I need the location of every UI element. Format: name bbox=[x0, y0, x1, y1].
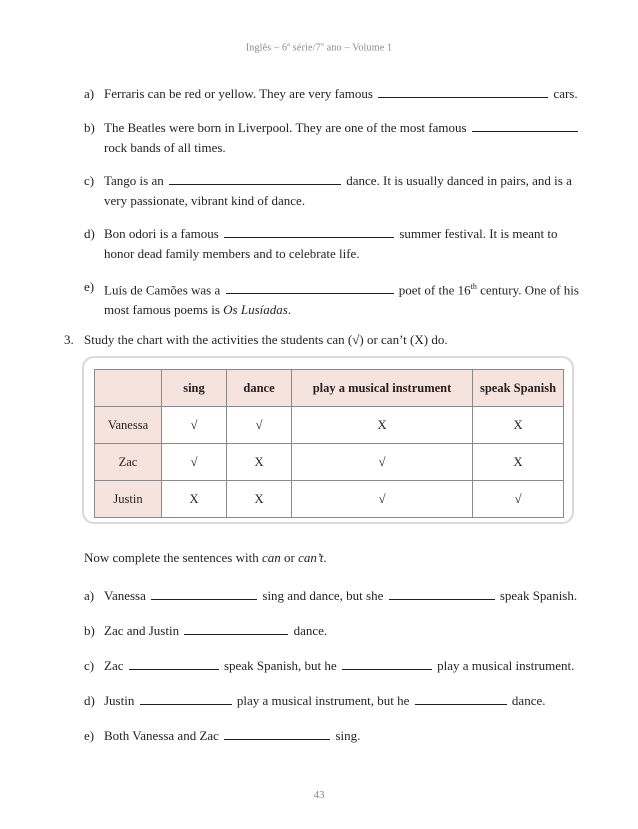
table-cell: √ bbox=[292, 444, 473, 481]
answer-blank[interactable] bbox=[224, 727, 330, 740]
answer-blank[interactable] bbox=[129, 657, 219, 670]
table-cell: √ bbox=[473, 481, 564, 518]
table-header-row bbox=[95, 370, 564, 407]
answer-blank[interactable] bbox=[140, 692, 232, 705]
answer-blank[interactable] bbox=[224, 225, 394, 238]
column-header: sing bbox=[162, 370, 227, 407]
answer-blank[interactable] bbox=[415, 692, 507, 705]
table-cell: √ bbox=[162, 407, 227, 444]
table-cell: √ bbox=[292, 481, 473, 518]
table-cell: X bbox=[227, 481, 292, 518]
table-cell: X bbox=[227, 444, 292, 481]
row-header: Justin bbox=[95, 481, 162, 518]
table-cell: √ bbox=[162, 444, 227, 481]
row-header: Zac bbox=[95, 444, 162, 481]
table-corner-cell bbox=[95, 370, 162, 407]
answer-blank[interactable] bbox=[151, 587, 257, 600]
column-header: dance bbox=[227, 370, 292, 407]
table-cell: X bbox=[473, 407, 564, 444]
page-number: 43 bbox=[313, 789, 325, 801]
table-cell: X bbox=[162, 481, 227, 518]
answer-blank[interactable] bbox=[169, 172, 341, 185]
page-header: Inglês – 6$^a$ série/7$^o$ ano – Volume 1 bbox=[245, 42, 393, 54]
table-row bbox=[95, 407, 564, 444]
table-row bbox=[95, 444, 564, 481]
row-header: Vanessa bbox=[95, 407, 162, 444]
answer-blank[interactable] bbox=[184, 622, 288, 635]
table-cell: X bbox=[292, 407, 473, 444]
column-header: speak Spanish bbox=[473, 370, 564, 407]
answer-blank[interactable] bbox=[472, 119, 578, 132]
activities-table bbox=[94, 369, 564, 518]
table-cell: X bbox=[473, 444, 564, 481]
table-row bbox=[95, 481, 564, 518]
answer-blank[interactable] bbox=[389, 587, 495, 600]
answer-blank[interactable] bbox=[342, 657, 432, 670]
table-cell: √ bbox=[227, 407, 292, 444]
column-header: play a musical instrument bbox=[292, 370, 473, 407]
answer-blank[interactable] bbox=[226, 281, 394, 294]
instruction-text: Now complete the sentences with can or can’t. bbox=[84, 550, 327, 565]
answer-blank[interactable] bbox=[378, 85, 548, 98]
